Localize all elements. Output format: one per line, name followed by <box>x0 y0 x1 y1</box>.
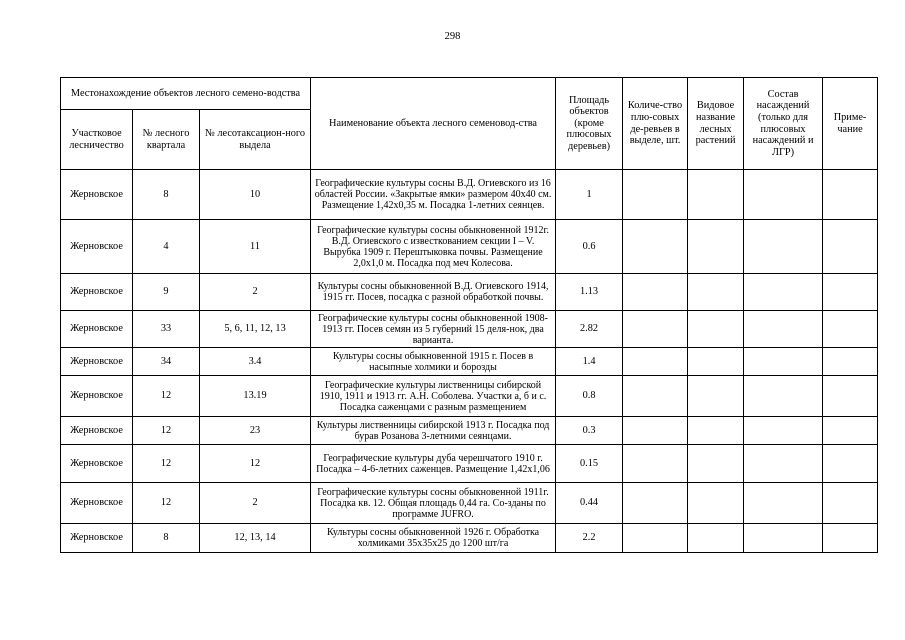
header-forestry: Участковое лесничество <box>61 110 133 170</box>
cell-composition <box>744 524 823 553</box>
header-location-group: Местонахождение объектов лесного семено-водства <box>61 78 311 110</box>
cell-object-name: Культуры сосны обыкновенной В.Д. Огиевского 1914, 1915 гг. Посев, посадка с разной обработкой почвы. <box>311 274 556 311</box>
cell-object-name: Географические культуры сосны обыкновенной 1912г. В.Д. Огиевского с известкованием секции I – V. Вырубка 1909 г. Перештыковка почвы. Размещение 2,0х1,0 м. Посадка под меч Колесова. <box>311 220 556 274</box>
table-row <box>61 274 878 311</box>
cell-forestry: Жерновское <box>61 524 133 553</box>
cell-note <box>823 483 878 524</box>
cell-note <box>823 376 878 417</box>
cell-composition <box>744 445 823 483</box>
cell-note <box>823 524 878 553</box>
table-row <box>61 445 878 483</box>
header-tree-count: Количе-ство плю-совых де-ревьев в выделе, шт. <box>623 78 688 170</box>
cell-species <box>688 274 744 311</box>
cell-species <box>688 417 744 445</box>
cell-quarter: 12 <box>133 417 200 445</box>
cell-species <box>688 170 744 220</box>
cell-forestry: Жерновское <box>61 348 133 376</box>
cell-composition <box>744 483 823 524</box>
cell-object-name: Географические культуры лиственницы сибирской 1910, 1911 и 1913 гг. А.Н. Соболева. Участки а, б и с. Посадка саженцами с разным размещением <box>311 376 556 417</box>
cell-tree-count <box>623 445 688 483</box>
cell-object-name: Культуры сосны обыкновенной 1926 г. Обработка холмиками 35х35х25 до 1200 шт/га <box>311 524 556 553</box>
cell-tree-count <box>623 524 688 553</box>
cell-species <box>688 483 744 524</box>
cell-quarter: 8 <box>133 524 200 553</box>
header-species: Видовое название лесных растений <box>688 78 744 170</box>
cell-forestry: Жерновское <box>61 483 133 524</box>
cell-quarter: 12 <box>133 445 200 483</box>
table-row <box>61 348 878 376</box>
cell-tree-count <box>623 311 688 348</box>
cell-note <box>823 417 878 445</box>
cell-object-name: Культуры лиственницы сибирской 1913 г. Посадка под бурав Розанова 3-летними сеянцами. <box>311 417 556 445</box>
cell-forestry: Жерновское <box>61 274 133 311</box>
header-area: Площадь объектов (кроме плюсовых деревьев) <box>556 78 623 170</box>
seed-objects-table <box>60 77 878 553</box>
cell-subdivision: 2 <box>200 483 311 524</box>
cell-subdivision: 10 <box>200 170 311 220</box>
cell-subdivision: 23 <box>200 417 311 445</box>
cell-quarter: 9 <box>133 274 200 311</box>
header-subdivision: № лесотаксацион-ного выдела <box>200 110 311 170</box>
header-object-name: Наименование объекта лесного семеновод-ства <box>311 78 556 170</box>
cell-composition <box>744 220 823 274</box>
table-row <box>61 417 878 445</box>
cell-subdivision: 5, 6, 11, 12, 13 <box>200 311 311 348</box>
cell-quarter: 34 <box>133 348 200 376</box>
cell-forestry: Жерновское <box>61 445 133 483</box>
cell-tree-count <box>623 348 688 376</box>
cell-composition <box>744 348 823 376</box>
cell-area: 0.8 <box>556 376 623 417</box>
header-note: Приме-чание <box>823 78 878 170</box>
cell-composition <box>744 417 823 445</box>
cell-subdivision: 2 <box>200 274 311 311</box>
cell-subdivision: 11 <box>200 220 311 274</box>
table-row <box>61 376 878 417</box>
cell-area: 0.3 <box>556 417 623 445</box>
cell-forestry: Жерновское <box>61 220 133 274</box>
cell-area: 0.44 <box>556 483 623 524</box>
cell-composition <box>744 170 823 220</box>
cell-subdivision: 3.4 <box>200 348 311 376</box>
table-row <box>61 524 878 553</box>
table-row <box>61 311 878 348</box>
header-composition: Состав насаждений (только для плюсовых насаждений и ЛГР) <box>744 78 823 170</box>
cell-tree-count <box>623 274 688 311</box>
cell-quarter: 12 <box>133 483 200 524</box>
cell-area: 1 <box>556 170 623 220</box>
cell-species <box>688 311 744 348</box>
cell-object-name: Географические культуры сосны обыкновенной 1911г. Посадка кв. 12. Общая площадь 0,44 га. Со-зданы по программе JUFRO. <box>311 483 556 524</box>
table-row <box>61 170 878 220</box>
cell-area: 1.13 <box>556 274 623 311</box>
cell-tree-count <box>623 170 688 220</box>
cell-tree-count <box>623 483 688 524</box>
cell-composition <box>744 376 823 417</box>
cell-quarter: 4 <box>133 220 200 274</box>
cell-tree-count <box>623 220 688 274</box>
cell-species <box>688 348 744 376</box>
cell-forestry: Жерновское <box>61 311 133 348</box>
header-quarter: № лесного квартала <box>133 110 200 170</box>
cell-composition <box>744 311 823 348</box>
cell-quarter: 12 <box>133 376 200 417</box>
cell-note <box>823 445 878 483</box>
cell-area: 1.4 <box>556 348 623 376</box>
cell-species <box>688 445 744 483</box>
cell-area: 0.6 <box>556 220 623 274</box>
cell-area: 0.15 <box>556 445 623 483</box>
cell-forestry: Жерновское <box>61 170 133 220</box>
cell-subdivision: 12, 13, 14 <box>200 524 311 553</box>
cell-note <box>823 274 878 311</box>
cell-composition <box>744 274 823 311</box>
cell-species <box>688 376 744 417</box>
cell-note <box>823 170 878 220</box>
cell-note <box>823 220 878 274</box>
cell-object-name: Географические культуры сосны В.Д. Огиевского из 16 областей России. «Закрытые ямки» размером 40х40 см. Размещение 1,42х0,35 м. Посадка 1-летних сеянцев. <box>311 170 556 220</box>
cell-note <box>823 348 878 376</box>
cell-tree-count <box>623 417 688 445</box>
table-row <box>61 483 878 524</box>
cell-area: 2.2 <box>556 524 623 553</box>
cell-quarter: 33 <box>133 311 200 348</box>
cell-area: 2.82 <box>556 311 623 348</box>
cell-object-name: Географические культуры сосны обыкновенной 1908-1913 гг. Посев семян из 5 губерний 15 деля-нок, два варианта. <box>311 311 556 348</box>
cell-note <box>823 311 878 348</box>
cell-subdivision: 12 <box>200 445 311 483</box>
cell-object-name: Культуры сосны обыкновенной 1915 г. Посев в насыпные холмики и борозды <box>311 348 556 376</box>
cell-object-name: Географические культуры дуба черешчатого 1910 г. Посадка – 4-6-летних саженцев. Размещение 1,42х1,06 <box>311 445 556 483</box>
cell-species <box>688 524 744 553</box>
table-row <box>61 220 878 274</box>
cell-species <box>688 220 744 274</box>
page-number: 298 <box>444 31 461 42</box>
cell-subdivision: 13.19 <box>200 376 311 417</box>
cell-tree-count <box>623 376 688 417</box>
cell-forestry: Жерновское <box>61 376 133 417</box>
cell-quarter: 8 <box>133 170 200 220</box>
cell-forestry: Жерновское <box>61 417 133 445</box>
